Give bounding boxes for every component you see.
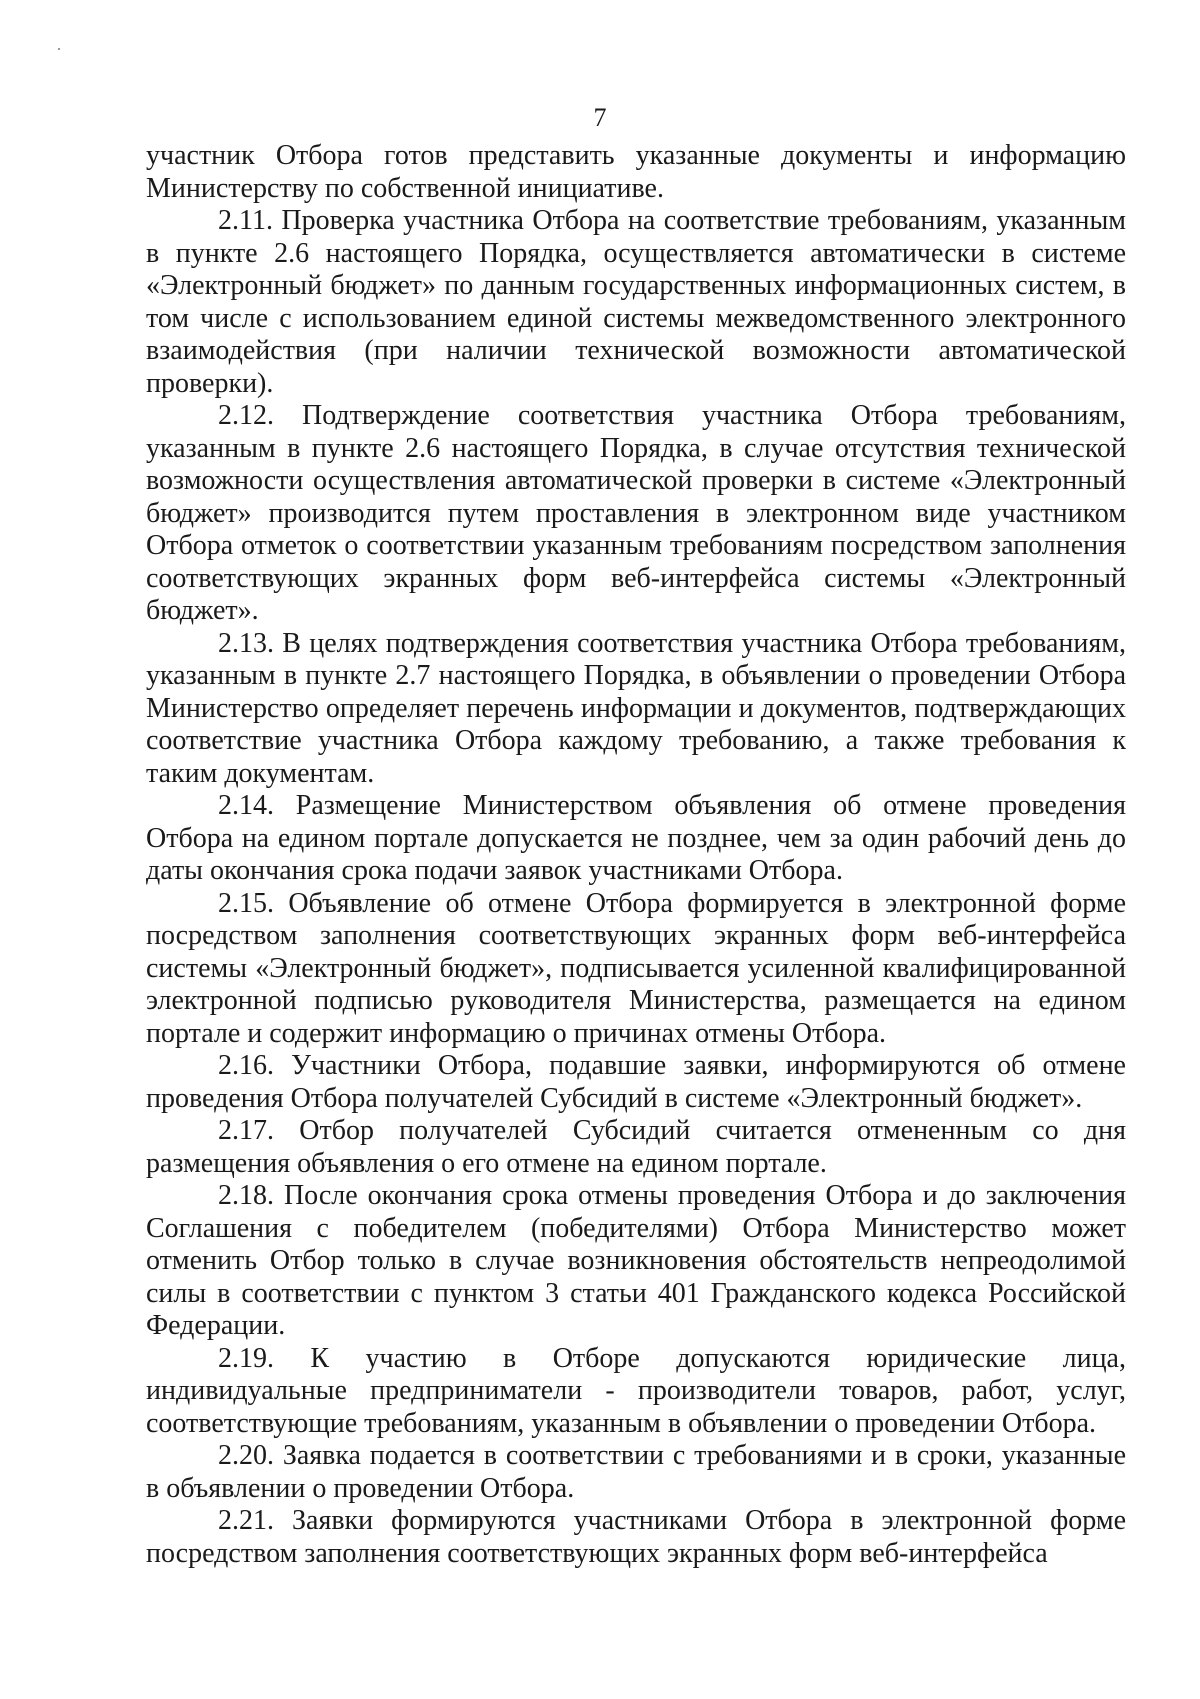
paragraph-2-18: 2.18. После окончания срока отмены проведения Отбора и до заключения Соглашения с победителем (победителями) Отбора Министерство может отменить Отбор только в случае возникновения обстоятельств непреодолимой силы в соответствии с пунктом 3 статьи 401 Гражданского кодекса Российской Федерации.: [146, 1180, 1126, 1341]
paragraph-2-12: 2.12. Подтверждение соответствия участника Отбора требованиям, указанным в пункте 2.6 настоящего Порядка, в случае отсутствия технической возможности осуществления автоматической проверки в системе «Электронный бюджет» производится путем проставления в электронном виде участником Отбора отметок о соответствии указанным требованиям посредством заполнения соответствующих экранных форм веб-интерфейса системы «Электронный бюджет».: [146, 400, 1126, 626]
scan-speck: [58, 48, 60, 50]
paragraph-2-13: 2.13. В целях подтверждения соответствия участника Отбора требованиям, указанным в пункте 2.7 настоящего Порядка, в объявлении о проведении Отбора Министерство определяет перечень информации и документов, подтверждающих соответствие участника Отбора каждому требованию, а также требования к таким документам.: [146, 627, 1126, 789]
paragraph-2-16: 2.16. Участники Отбора, подавшие заявки, информируются об отмене проведения Отбора получателей Субсидий в системе «Электронный бюджет».: [146, 1050, 1126, 1114]
page-number: 7: [593, 103, 607, 132]
paragraph-2-19: 2.19. К участию в Отборе допускаются юридические лица, индивидуальные предприниматели - производители товаров, работ, услуг, соответствующие требованиям, указанным в объявлении о проведении Отбора.: [146, 1342, 1126, 1439]
paragraph-2-17: 2.17. Отбор получателей Субсидий считается отмененным со дня размещения объявления о его отмене на едином портале.: [146, 1115, 1126, 1179]
paragraph-2-20: 2.20. Заявка подается в соответствии с требованиями и в сроки, указанные в объявлении о проведении Отбора.: [146, 1440, 1126, 1504]
paragraph-2-14: 2.14. Размещение Министерством объявления об отмене проведения Отбора на едином портале допускается не позднее, чем за один рабочий день до даты окончания срока подачи заявок участниками Отбора.: [146, 790, 1126, 886]
paragraph-2-11: 2.11. Проверка участника Отбора на соответствие требованиям, указанным в пункте 2.6 настоящего Порядка, осуществляется автоматически в системе «Электронный бюджет» по данным государственных информационных систем, в том числе с использованием единой системы межведомственного электронного взаимодействия (при наличии технической возможности автоматической проверки).: [146, 205, 1126, 399]
paragraph-2-15: 2.15. Объявление об отмене Отбора формируется в электронной форме посредством заполнения соответствующих экранных форм веб-интерфейса системы «Электронный бюджет», подписывается усиленной квалифицированной электронной подписью руководителя Министерства, размещается на едином портале и содержит информацию о причинах отмены Отбора.: [146, 887, 1126, 1049]
document-body: [146, 140, 1126, 1570]
paragraph: участник Отбора готов представить указанные документы и информацию Министерству по собственной инициативе.: [146, 140, 1126, 204]
paragraph-2-21: 2.21. Заявки формируются участниками Отбора в электронной форме посредством заполнения соответствующих экранных форм веб-интерфейса: [146, 1505, 1126, 1569]
